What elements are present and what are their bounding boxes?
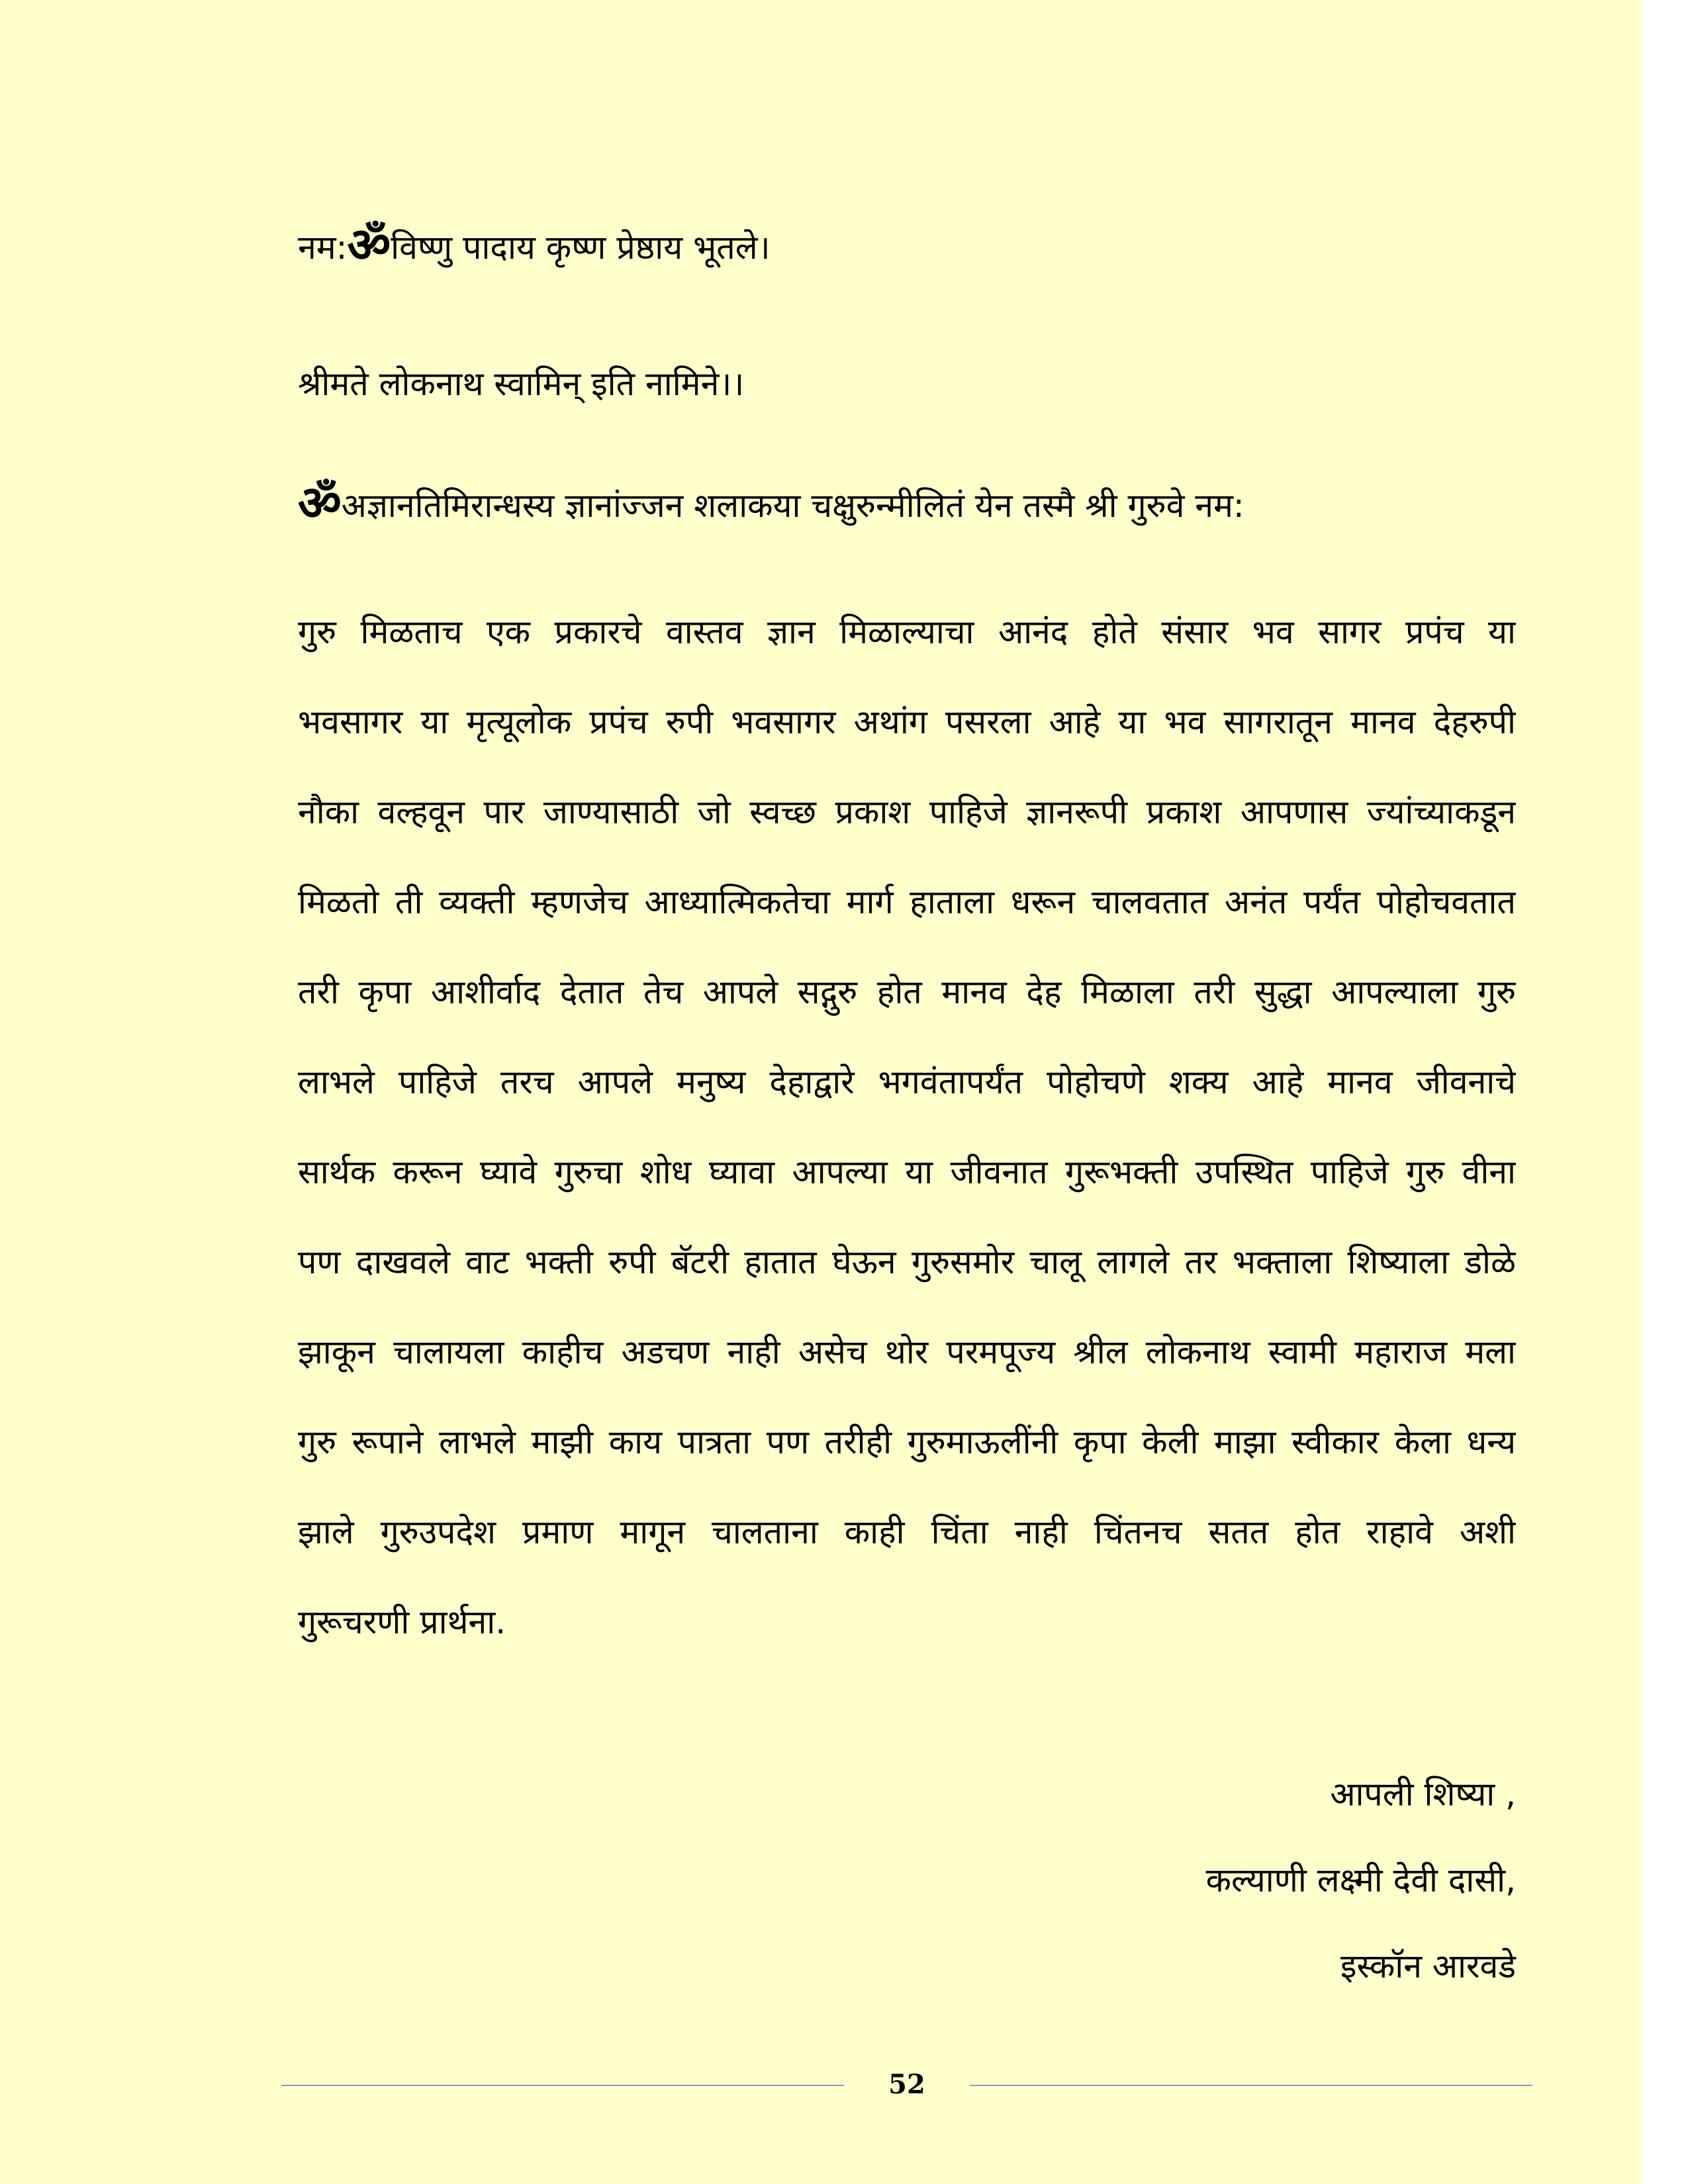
om-symbol-icon: ॐ xyxy=(347,217,391,273)
verse-line-1-text: विष्णु पादाय कृष्ण प्रेष्ठाय भूतले। xyxy=(391,228,771,267)
om-symbol-icon: ॐ xyxy=(298,475,342,531)
body-line: गुरु रूपाने लाभले माझी काय पात्रता पण तरीही गुरुमाऊलींनी कृपा केली माझा स्वीकार केला धन्य xyxy=(298,1423,1516,1461)
body-line: मिळतो ती व्यक्ती म्हणजेच आध्यात्मिकतेचा मार्ग हाताला धरून चालवतात अनंत पर्यंत पोहोचवतात xyxy=(298,883,1516,921)
body-line: झाकून चालायला काहीच अडचण नाही असेच थोर परमपूज्य श्रील लोकनाथ स्वामी महाराज मला xyxy=(298,1333,1516,1371)
body-line: लाभले पाहिजे तरच आपले मनुष्य देहाद्वारे भगवंतापर्यंत पोहोचणे शक्य आहे मानव जीवनाचे xyxy=(298,1063,1516,1101)
page-margin xyxy=(1642,0,1688,2184)
verse-line-3-text: अज्ञानतिमिरान्धस्य ज्ञानांज्जन शलाकया चक्षुरुन्मीलितं येन तस्मै श्री गुरुवे नम: xyxy=(341,486,1244,525)
body-line-last: गुरूचरणी प्रार्थना. xyxy=(298,1603,506,1641)
signature-line-1: आपली शिष्या , xyxy=(1330,1775,1516,1813)
body-line: तरी कृपा आशीर्वाद देतात तेच आपले सद्गुरु होत मानव देह मिळाला तरी सुद्धा आपल्याला गुरु xyxy=(298,973,1516,1011)
page-number: 52 xyxy=(888,2069,925,2100)
body-line: झाले गुरुउपदेश प्रमाण मागून चालताना काही चिंता नाही चिंतनच सतत होत राहावे अशी xyxy=(298,1513,1516,1551)
signature-block xyxy=(1206,1771,1516,2029)
signature-line-2: कल्याणी लक्ष्मी देवी दासी, xyxy=(1205,1861,1516,1899)
verse-line-1-prefix: नम: xyxy=(298,228,348,267)
body-line: पण दाखवले वाट भक्ती रुपी बॅटरी हातात घेऊन गुरुसमोर चालू लागले तर भक्ताला शिष्याला डोळे xyxy=(298,1243,1516,1281)
verse-line-2-text: श्रीमते लोकनाथ स्वामिन् इति नामिने।। xyxy=(298,365,745,403)
verse-line-3 xyxy=(298,475,1244,531)
verse-line-2 xyxy=(298,361,744,407)
body-line: सार्थक करून घ्यावे गुरुचा शोध घ्यावा आपल्या या जीवनात गुरूभक्ती उपस्थित पाहिजे गुरु वीना xyxy=(298,1153,1516,1191)
verse-line-1 xyxy=(298,217,771,273)
footer-rule-left xyxy=(281,2085,844,2086)
body-line: नौका वल्हवून पार जाण्यासाठी जो स्वच्छ प्रकाश पाहिजे ज्ञानरूपी प्रकाश आपणास ज्यांच्याकडून xyxy=(298,793,1516,831)
signature-line-3: इस्कॉन आरवडे xyxy=(1340,1947,1516,1985)
body-line: भवसागर या मृत्यूलोक प्रपंच रुपी भवसागर अथांग पसरला आहे या भव सागरातून मानव देहरुपी xyxy=(298,703,1516,741)
body-paragraph xyxy=(298,609,1516,1689)
footer-rule-right xyxy=(970,2085,1532,2086)
body-line: गुरु मिळताच एक प्रकारचे वास्तव ज्ञान मिळाल्याचा आनंद होते संसार भव सागर प्रपंच या xyxy=(298,613,1516,651)
